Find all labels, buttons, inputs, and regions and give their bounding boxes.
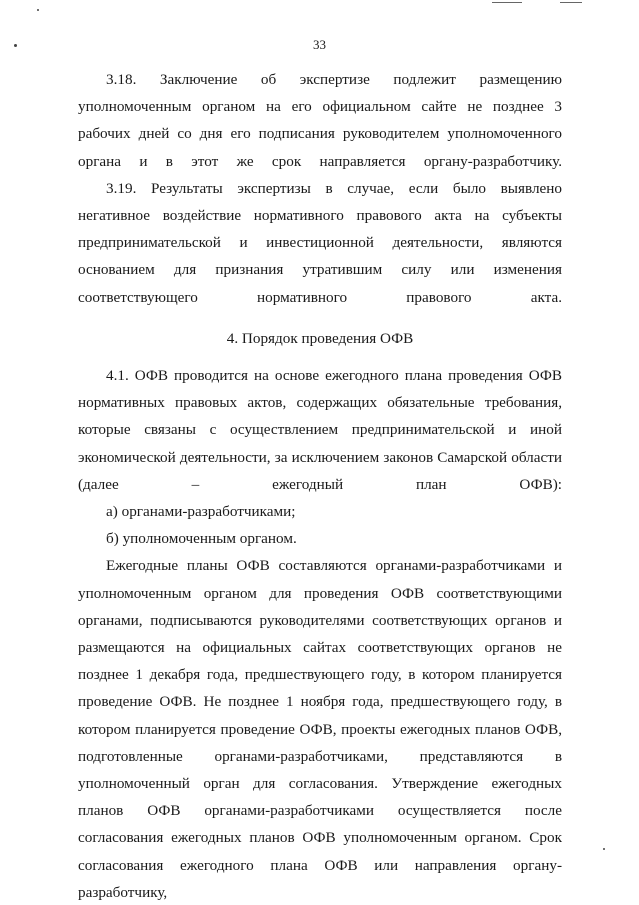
- scan-line: [492, 2, 522, 3]
- scan-speck: [14, 44, 17, 47]
- list-item-b: б) уполномоченным органом.: [106, 530, 297, 548]
- paragraph-4-1: 4.1. ОФВ проводится на основе ежегодного плана проведения ОФВ нормативных правовых актов, содержащих обязательные требования, которые связаны с осуществлением предпринимательской и иной экономической деятельности, за исключением законов Самарской области (далее – ежегодный план ОФВ):: [78, 367, 562, 493]
- paragraph-3-18: 3.18. Заключение об экспертизе подлежит размещению уполномоченным органом на его официальном сайте не позднее 3 рабочих дней со дня его подписания руководителем уполномоченного органа и в этот же срок направляется органу-разработчику.: [78, 71, 562, 170]
- document-body: [78, 66, 562, 905]
- list-item-a: а) органами-разработчиками;: [106, 503, 296, 521]
- paragraph-annual-plans: Ежегодные планы ОФВ составляются органами-разработчиками и уполномоченным органом для проведения ОФВ соответствующими органами, подписываются руководителями соответствующих органов и размещаются на официальных сайтах соответствующих органов не позднее 1 декабря года, предшествующего году, в котором планируется проведение ОФВ. Не позднее 1 ноября года, предшествующего году, в котором планируется проведение ОФВ, проекты ежегодных планов ОФВ, подготовленные органами-разработчиками, представляются в уполномоченный орган для согласования. Утверждение ежегодных планов ОФВ органами-разработчиками осуществляется после согласования ежегодных планов ОФВ уполномоченным органом. Срок согласования ежегодного плана ОФВ или направления органу-разработчику,: [78, 557, 562, 901]
- page-number: 33: [313, 37, 326, 52]
- section-heading: 4. Порядок проведения ОФВ: [226, 329, 414, 347]
- scan-speck: [37, 9, 39, 11]
- scan-line: [560, 2, 582, 3]
- scan-speck: [603, 848, 605, 850]
- paragraph-3-19: 3.19. Результаты экспертизы в случае, если было выявлено негативное воздействие нормативного правового акта на субъекты предпринимательской и инвестиционной деятельности, являются основанием для признания утратившим силу или изменения соответствующего нормативного правового акта.: [78, 179, 562, 306]
